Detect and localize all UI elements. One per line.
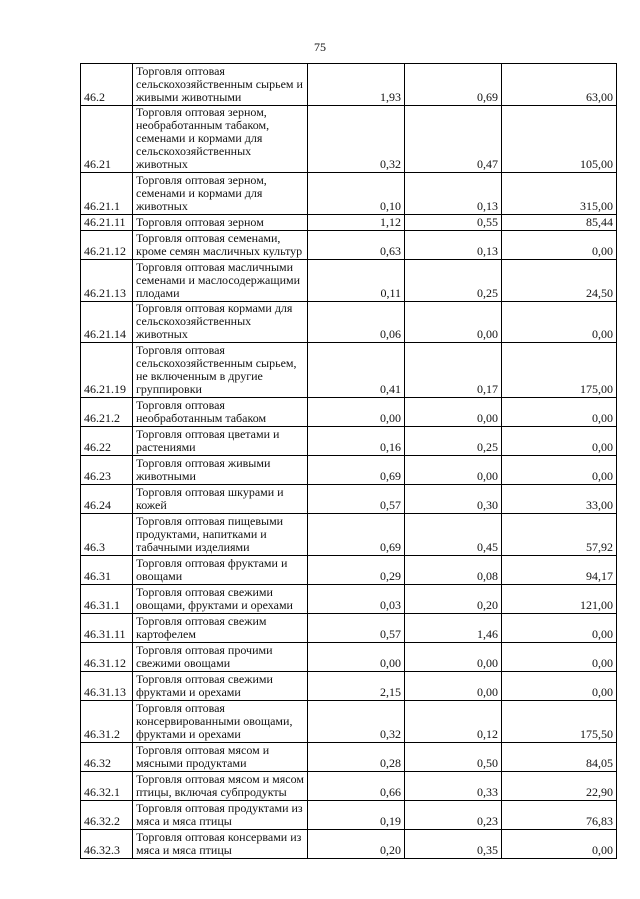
row-code: 46.31.12: [81, 643, 133, 672]
row-value-3: 0,00: [502, 830, 617, 859]
row-value-1: 0,63: [308, 231, 405, 260]
row-code: 46.3: [81, 514, 133, 556]
row-code: 46.32: [81, 743, 133, 772]
row-code: 46.31.1: [81, 585, 133, 614]
table-row: [81, 643, 617, 672]
row-value-3: 105,00: [502, 106, 617, 173]
table-row: [81, 260, 617, 302]
page-number: 75: [314, 40, 326, 54]
row-code: 46.2: [81, 64, 133, 106]
row-value-3: 0,00: [502, 643, 617, 672]
row-value-3: 0,00: [502, 427, 617, 456]
row-name: Торговля оптовая сельскохозяйственным сырьем и живыми животными: [133, 64, 308, 106]
row-name: Торговля оптовая масличными семенами и маслосодержащими плодами: [133, 260, 308, 302]
table-row: [81, 801, 617, 830]
row-value-1: 2,15: [308, 672, 405, 701]
row-value-1: 0,69: [308, 514, 405, 556]
table-row: [81, 302, 617, 343]
row-value-2: 0,69: [405, 64, 502, 106]
row-value-3: 24,50: [502, 260, 617, 302]
row-value-3: 57,92: [502, 514, 617, 556]
row-value-1: 0,06: [308, 302, 405, 343]
row-value-2: 0,35: [405, 830, 502, 859]
row-value-1: 0,00: [308, 398, 405, 427]
row-name: Торговля оптовая консервами из мяса и мяса птицы: [133, 830, 308, 859]
row-value-2: 0,17: [405, 343, 502, 398]
row-value-1: 1,93: [308, 64, 405, 106]
row-code: 46.21: [81, 106, 133, 173]
row-value-1: 0,28: [308, 743, 405, 772]
row-value-2: 0,23: [405, 801, 502, 830]
row-value-3: 175,50: [502, 701, 617, 743]
row-value-2: 0,00: [405, 643, 502, 672]
table-row: [81, 830, 617, 859]
row-code: 46.31.13: [81, 672, 133, 701]
row-value-2: 0,55: [405, 215, 502, 231]
row-name: Торговля оптовая консервированными овощами, фруктами и орехами: [133, 701, 308, 743]
row-value-1: 0,11: [308, 260, 405, 302]
table-row: [81, 485, 617, 514]
row-code: 46.31: [81, 556, 133, 585]
row-value-3: 175,00: [502, 343, 617, 398]
table-row: [81, 701, 617, 743]
row-name: Торговля оптовая необработанным табаком: [133, 398, 308, 427]
row-name: Торговля оптовая фруктами и овощами: [133, 556, 308, 585]
row-value-3: 63,00: [502, 64, 617, 106]
row-value-1: 0,29: [308, 556, 405, 585]
row-name: Торговля оптовая сельскохозяйственным сырьем, не включенным в другие группировки: [133, 343, 308, 398]
row-value-2: 0,00: [405, 456, 502, 485]
row-value-3: 76,83: [502, 801, 617, 830]
row-value-3: 22,90: [502, 772, 617, 801]
table-row: [81, 585, 617, 614]
row-value-2: 0,00: [405, 302, 502, 343]
row-code: 46.23: [81, 456, 133, 485]
table-row: [81, 514, 617, 556]
table-row: [81, 64, 617, 106]
row-value-3: 85,44: [502, 215, 617, 231]
row-value-3: 0,00: [502, 672, 617, 701]
row-value-1: 0,57: [308, 485, 405, 514]
row-code: 46.21.19: [81, 343, 133, 398]
table-row: [81, 556, 617, 585]
row-value-1: 0,41: [308, 343, 405, 398]
row-code: 46.32.1: [81, 772, 133, 801]
table-row: [81, 672, 617, 701]
data-table: [80, 63, 617, 859]
row-value-2: 0,13: [405, 231, 502, 260]
row-value-3: 0,00: [502, 398, 617, 427]
row-value-2: 0,00: [405, 672, 502, 701]
row-value-3: 33,00: [502, 485, 617, 514]
row-value-3: 0,00: [502, 302, 617, 343]
row-value-3: 0,00: [502, 614, 617, 643]
row-value-3: 315,00: [502, 173, 617, 215]
row-name: Торговля оптовая семенами, кроме семян масличных культур: [133, 231, 308, 260]
row-value-2: 0,12: [405, 701, 502, 743]
row-value-2: 0,30: [405, 485, 502, 514]
row-value-1: 1,12: [308, 215, 405, 231]
table-row: [81, 343, 617, 398]
row-name: Торговля оптовая продуктами из мяса и мяса птицы: [133, 801, 308, 830]
table-row: [81, 772, 617, 801]
table-row: [81, 106, 617, 173]
row-code: 46.32.2: [81, 801, 133, 830]
table-row: [81, 427, 617, 456]
table-row: [81, 231, 617, 260]
row-name: Торговля оптовая пищевыми продуктами, напитками и табачными изделиями: [133, 514, 308, 556]
row-code: 46.32.3: [81, 830, 133, 859]
row-code: 46.21.12: [81, 231, 133, 260]
row-code: 46.22: [81, 427, 133, 456]
row-value-2: 0,08: [405, 556, 502, 585]
row-name: Торговля оптовая свежими овощами, фруктами и орехами: [133, 585, 308, 614]
row-name: Торговля оптовая свежим картофелем: [133, 614, 308, 643]
row-value-2: 1,46: [405, 614, 502, 643]
row-value-1: 0,66: [308, 772, 405, 801]
row-value-2: 0,25: [405, 260, 502, 302]
row-name: Торговля оптовая прочими свежими овощами: [133, 643, 308, 672]
row-name: Торговля оптовая живыми животными: [133, 456, 308, 485]
row-value-2: 0,25: [405, 427, 502, 456]
row-code: 46.31.2: [81, 701, 133, 743]
table-row: [81, 173, 617, 215]
row-name: Торговля оптовая цветами и растениями: [133, 427, 308, 456]
row-value-1: 0,32: [308, 701, 405, 743]
table-row: [81, 743, 617, 772]
row-value-2: 0,45: [405, 514, 502, 556]
row-value-1: 0,57: [308, 614, 405, 643]
row-name: Торговля оптовая мясом и мясом птицы, включая субпродукты: [133, 772, 308, 801]
table-row: [81, 215, 617, 231]
row-value-1: 0,20: [308, 830, 405, 859]
row-code: 46.31.11: [81, 614, 133, 643]
row-value-1: 0,16: [308, 427, 405, 456]
row-value-1: 0,00: [308, 643, 405, 672]
row-code: 46.21.11: [81, 215, 133, 231]
row-value-2: 0,47: [405, 106, 502, 173]
table-row: [81, 614, 617, 643]
row-name: Торговля оптовая свежими фруктами и орехами: [133, 672, 308, 701]
row-name: Торговля оптовая зерном, необработанным табаком, семенами и кормами для сельскохозяйственных животных: [133, 106, 308, 173]
row-value-3: 0,00: [502, 231, 617, 260]
row-name: Торговля оптовая кормами для сельскохозяйственных животных: [133, 302, 308, 343]
row-value-2: 0,20: [405, 585, 502, 614]
row-value-2: 0,50: [405, 743, 502, 772]
row-code: 46.21.14: [81, 302, 133, 343]
table-row: [81, 398, 617, 427]
row-name: Торговля оптовая зерном, семенами и кормами для животных: [133, 173, 308, 215]
row-code: 46.21.1: [81, 173, 133, 215]
row-value-1: 0,69: [308, 456, 405, 485]
row-value-1: 0,10: [308, 173, 405, 215]
row-name: Торговля оптовая зерном: [133, 215, 308, 231]
row-value-1: 0,32: [308, 106, 405, 173]
row-value-3: 0,00: [502, 456, 617, 485]
row-value-2: 0,33: [405, 772, 502, 801]
row-value-1: 0,03: [308, 585, 405, 614]
row-value-3: 84,05: [502, 743, 617, 772]
row-value-3: 121,00: [502, 585, 617, 614]
table-row: [81, 456, 617, 485]
table-body: [81, 64, 617, 859]
row-code: 46.24: [81, 485, 133, 514]
row-value-2: 0,13: [405, 173, 502, 215]
row-value-1: 0,19: [308, 801, 405, 830]
row-name: Торговля оптовая шкурами и кожей: [133, 485, 308, 514]
row-value-3: 94,17: [502, 556, 617, 585]
row-name: Торговля оптовая мясом и мясными продуктами: [133, 743, 308, 772]
row-value-2: 0,00: [405, 398, 502, 427]
row-code: 46.21.2: [81, 398, 133, 427]
row-code: 46.21.13: [81, 260, 133, 302]
